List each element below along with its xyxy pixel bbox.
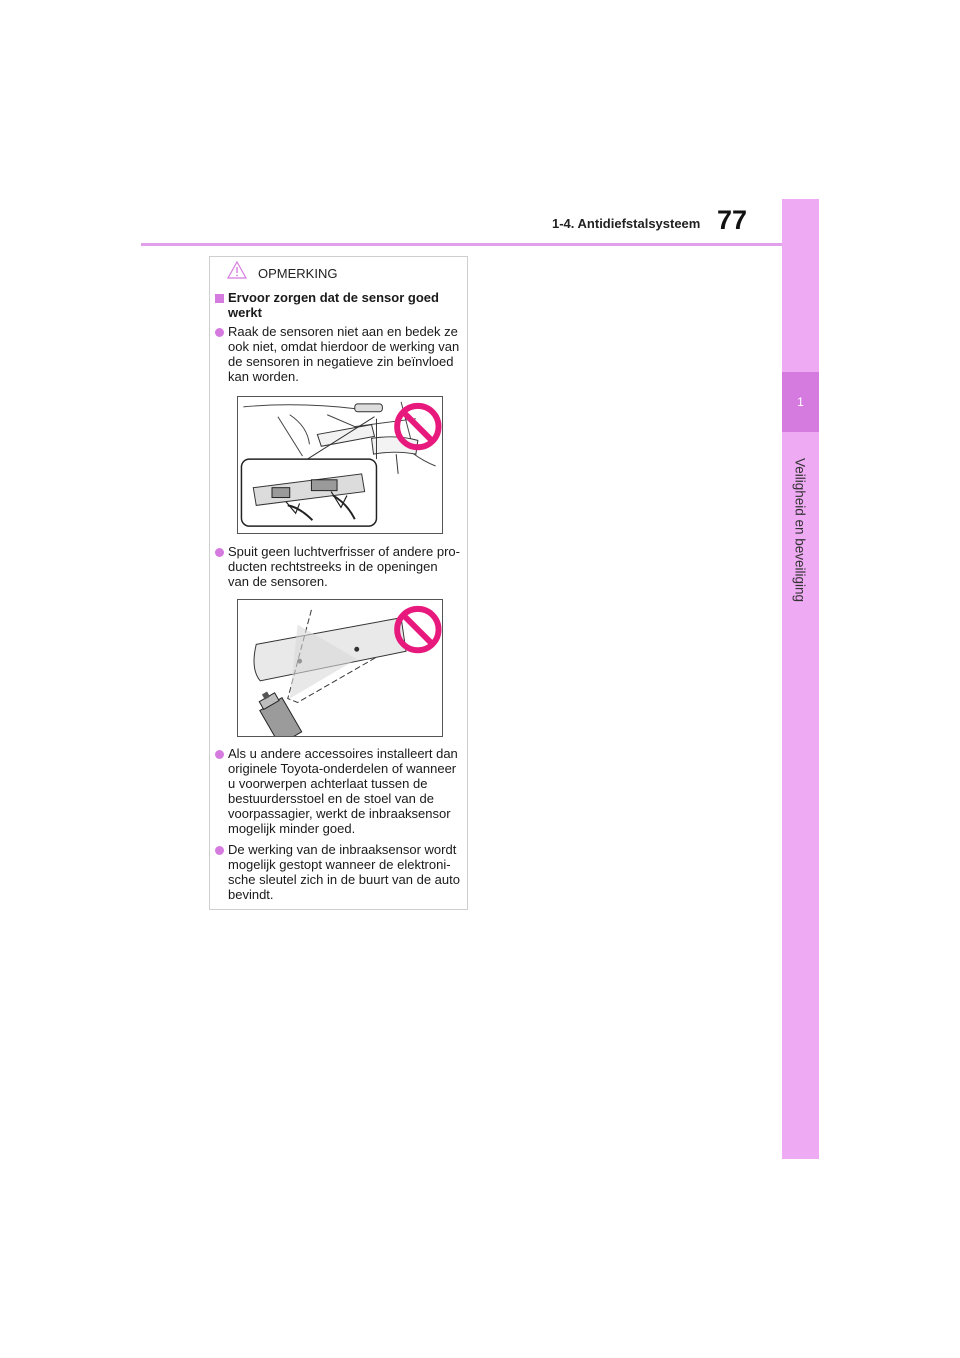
bullet-marker [215,548,224,557]
page-number: 77 [717,205,748,235]
chapter-title: Veiligheid en beveiliging [792,457,808,603]
chapter-sidebar [782,199,819,1159]
subheading-square-marker [215,294,224,303]
chapter-number: 1 [797,395,804,409]
sensor-location-illustration [237,396,443,534]
bullet1-line-3: de sensoren in negatieve zin beïnvloed [228,354,454,369]
bullet4-line-1: De werking van de inbraaksensor wordt [228,842,457,857]
bullet1-line-2: ook niet, omdat hierdoor de werking van [228,339,460,354]
bullet-marker [215,750,224,759]
bullet3-line-2: originele Toyota-onderdelen of wanneer [228,761,457,776]
bullet4-line-4: bevindt. [228,887,274,902]
chapter-number-tab [782,372,819,432]
section-title: 1-4. Antidiefstalsysteem [552,216,701,231]
notice-box [209,256,468,910]
bullet2-line-2: ducten rechtstreeks in de openingen [228,559,438,574]
bullet3-line-5: voorpassagier, werkt de inbraaksensor [228,806,451,821]
bullet2-line-1: Spuit geen luchtverfrisser of andere pro- [228,544,460,559]
bullet1-line-4: kan worden. [228,369,299,384]
bullet4-line-2: mogelijk gestopt wanneer de elektroni- [228,857,451,872]
bullet-marker [215,846,224,855]
bullet4-line-3: sche sleutel zich in de buurt van de auto [228,872,460,887]
bullet3-line-1: Als u andere accessoires installeert dan [228,746,458,761]
bullet3-line-3: u voorwerpen achterlaat tussen de [228,776,428,791]
bullet-marker [215,328,224,337]
header-rule [141,243,782,246]
warning-triangle-icon [226,260,248,280]
bullet3-line-6: mogelijk minder goed. [228,821,356,836]
notice-header [210,257,467,287]
bullet1-line-1: Raak de sensoren niet aan en bedek ze [228,324,458,339]
bullet2-line-3: van de sensoren. [228,574,328,589]
spray-can-illustration [237,599,443,737]
bullet3-line-4: bestuurdersstoel en de stoel van de [228,791,434,806]
subheading-line-1: Ervoor zorgen dat de sensor goed [228,290,439,305]
notice-title: OPMERKING [258,266,338,281]
subheading-line-2: werkt [228,305,262,320]
